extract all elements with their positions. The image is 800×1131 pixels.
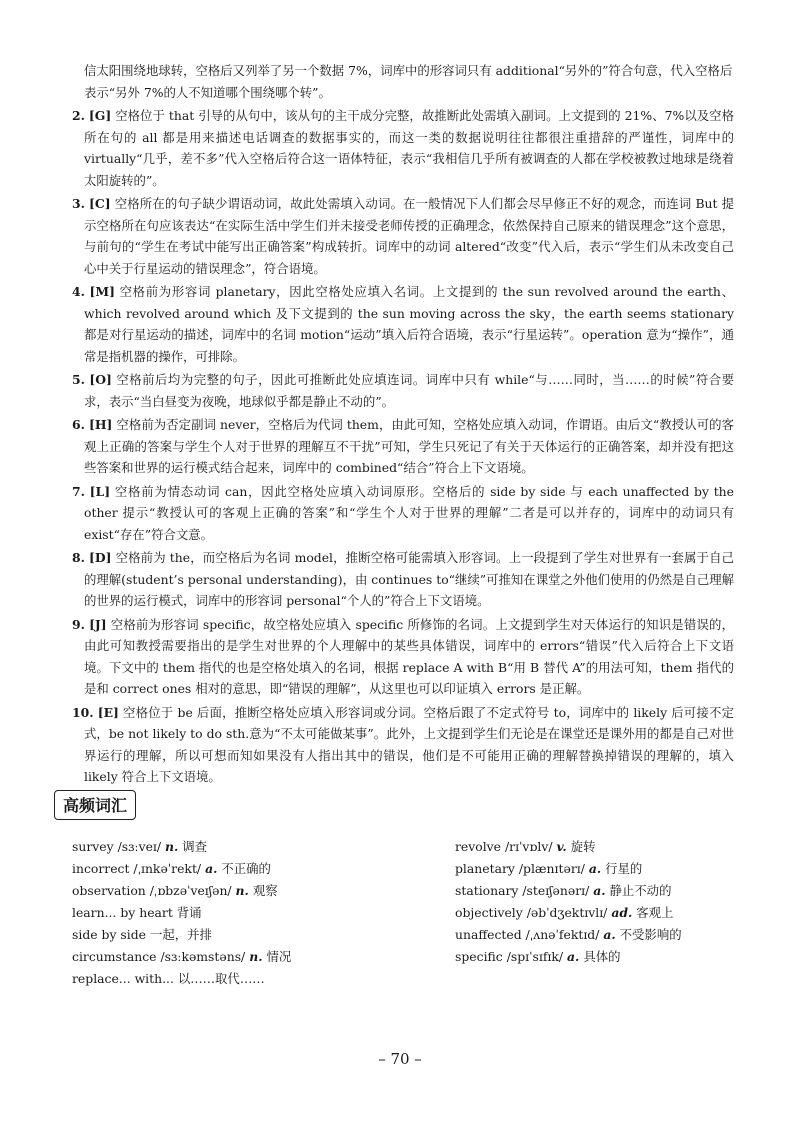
item-number: 4. xyxy=(72,284,85,299)
vocab-ipa: /əbˈdʒektɪvlɪ/ xyxy=(526,905,608,920)
answer-item xyxy=(72,481,734,546)
answer-key: [C] xyxy=(89,196,111,211)
vocab-pos: a. xyxy=(205,861,218,876)
vocab-ipa: /sɜːkəmstəns/ xyxy=(160,949,246,964)
vocab-entry xyxy=(455,902,755,924)
vocab-pos: a. xyxy=(588,861,602,876)
answer-key: [L] xyxy=(89,483,111,499)
item-number: 3. xyxy=(72,196,85,211)
item-number: 5. xyxy=(72,372,85,387)
vocab-meaning: 背诵 xyxy=(176,905,202,920)
vocab-word: incorrect xyxy=(72,861,130,876)
vocab-word: side by side xyxy=(72,927,146,942)
explanation-text: 空格位于 that 引导的从句中，该从句的主干成分完整，故推断此处需填入副词。上文提到的 21%、7%以及空格所在句的 all 都是用来描述电话调查的数据事实的，而这一类的数据说明往往都很注重措辞的严谨性，词库中的 virtually“几乎，差不多”代入空格后符合这一语体特征，表示“我相信几乎所有被调查的人都在学校被教过地球是绕着太阳旋转的”。 xyxy=(84,108,734,188)
answer-item xyxy=(72,547,734,612)
vocab-word: learn... by heart xyxy=(72,905,173,920)
explanation-text: 空格前为 the，而空格后为名词 model，推断空格可能需填入形容词。上一段提到了学生对世界有一套属于自己的理解(student’s personal understanding)，由 continues to“继续”可推知在课堂之外他们使用的仍然是自己理解的世界的运行模式，词库中的形容词 personal“个人的”符合上下文语境。 xyxy=(84,550,734,608)
item-number: 2. xyxy=(72,108,85,123)
explanation-text: 空格前为情态动词 can，因此空格处应填入动词原形。空格后的 side by side 与 each unaffected by the other 提示“教授认可的客观上正确的答案”和“学生个人对于世界的理解”二者是可以并存的，词库中的动词只有 exist“存在”符合文意。 xyxy=(84,483,734,542)
answer-key: [E] xyxy=(97,704,119,720)
vocab-ipa: /ˌɪnkəˈrekt/ xyxy=(133,861,202,876)
answer-key: [H] xyxy=(88,417,113,432)
vocab-meaning: 不受影响的 xyxy=(619,927,682,942)
vocab-pos: n. xyxy=(165,839,179,854)
vocab-entry xyxy=(72,836,442,858)
vocab-word: specific xyxy=(455,949,503,964)
answer-item xyxy=(72,193,734,279)
vocab-meaning: 调查 xyxy=(182,839,208,854)
page-number: – 70 – xyxy=(378,1050,422,1068)
vocab-pos: v. xyxy=(556,839,567,854)
vocab-meaning: 以……取代…… xyxy=(177,971,265,986)
vocab-entry xyxy=(455,836,755,858)
answer-item xyxy=(72,414,734,479)
vocab-meaning: 静止不动的 xyxy=(609,883,672,898)
vocab-word: stationary xyxy=(455,883,519,898)
vocab-entry xyxy=(455,946,755,968)
vocab-meaning: 情况 xyxy=(266,949,292,964)
vocab-ipa: /spɪˈsɪfɪk/ xyxy=(506,949,564,964)
vocab-ipa: /sɜːveɪ/ xyxy=(117,839,162,854)
vocab-word: planetary xyxy=(455,861,515,876)
vocab-meaning: 观察 xyxy=(252,883,278,898)
answer-key: [G] xyxy=(88,108,112,123)
answer-item xyxy=(72,702,734,788)
answer-item xyxy=(72,281,734,367)
vocab-pos: n. xyxy=(249,949,263,964)
answer-explanations xyxy=(72,60,734,790)
vocab-word: circumstance xyxy=(72,949,157,964)
vocab-ipa: /ˌɒbzəˈveɪʃən/ xyxy=(149,883,232,898)
answer-key: [D] xyxy=(89,550,112,565)
answer-item xyxy=(72,369,734,412)
explanation-text: 空格位于 be 后面，推断空格处应填入形容词或分词。空格后跟了不定式符号 to，词库中的 likely 后可接不定式，be not likely to do sth.意为“不太可能做某事”。此外，上文提到学生们无论是在课堂还是课外用的都是自己对世界运行的理解，所以可想而知如果没有人指出其中的错误，他们是不可能用正确的理解替换掉错误的理解的，填入 likely 符合上下文语境。 xyxy=(84,704,734,784)
answer-item xyxy=(72,105,734,191)
vocab-entry xyxy=(455,880,755,902)
vocab-entry xyxy=(72,946,442,968)
vocabulary-section-title: 高频词汇 xyxy=(54,790,136,820)
item-number: 10. xyxy=(72,704,94,720)
vocab-meaning: 行星的 xyxy=(605,861,643,876)
vocab-pos: n. xyxy=(235,883,249,898)
vocab-pos: a. xyxy=(603,927,616,942)
vocab-ipa: /plænɪtərɪ/ xyxy=(518,861,585,876)
vocab-meaning: 具体的 xyxy=(583,949,621,964)
explanation-text: 空格前后均为完整的句子，因此可推断此处应填连词。词库中只有 while“与……同时，当……的时候”符合要求，表示“当白昼变为夜晚，地球似乎都是静止不动的”。 xyxy=(84,372,734,409)
vocab-word: observation xyxy=(72,883,146,898)
vocab-entry xyxy=(455,858,755,880)
explanation-text: 空格所在的句子缺少谓语动词，故此处需填入动词。在一般情况下人们都会尽早修正不好的观念，而连词 But 提示空格所在句应该表达“在实际生活中学生们并未接受老师传授的正确理念，依然保持自己原来的错误理念”这个意思，与前句的“学生在考试中能写出正确答案”构成转折。词库中的动词 altered“改变”代入后，表示“学生们从未改变自己心中关于行星运动的错误理念”，符合语境。 xyxy=(84,196,734,276)
vocab-word: objectively xyxy=(455,905,523,920)
answer-item xyxy=(72,614,734,700)
vocab-meaning: 不正确的 xyxy=(221,861,271,876)
vocab-ipa: /steɪʃənərɪ/ xyxy=(522,883,590,898)
explanation-text: 空格前为形容词 specific，故空格处应填入 specific 所修饰的名词。上文提到学生对天体运行的知识是错误的，由此可知教授需要指出的是学生对世界的个人理解中的某些具体错误，词库中的 errors“错误”代入后符合上下文语境。下文中的 them 指代的也是空格处填入的名词，根据 replace A with B“用 B 替代 A”的用法可知，them 指代的是和 correct ones 相对的意思，即“错误的理解”，从这里也可以印证填入 errors 是正解。 xyxy=(84,616,734,696)
continued-explanation: 信太阳围绕地球转，空格后又列举了另一个数据 7%，词库中的形容词只有 additional“另外的”符合句意，代入空格后表示“另外 7%的人不知道哪个围绕哪个转”。 xyxy=(84,63,733,100)
vocab-entry xyxy=(72,858,442,880)
vocab-ipa: /ˌʌnəˈfektɪd/ xyxy=(525,927,600,942)
answer-key: [O] xyxy=(89,372,112,387)
vocab-entry xyxy=(72,924,442,946)
vocab-meaning: 旋转 xyxy=(570,839,596,854)
vocab-word: replace... with... xyxy=(72,971,174,986)
item-number: 8. xyxy=(72,550,85,565)
vocab-pos: a. xyxy=(567,949,580,964)
vocab-pos: ad. xyxy=(611,905,633,920)
vocab-entry xyxy=(455,924,755,946)
item-number: 6. xyxy=(72,417,85,432)
vocab-meaning: 客观上 xyxy=(636,905,674,920)
explanation-text: 空格前为否定副词 never，空格后为代词 them，由此可知，空格处应填入动词，作谓语。由后文“教授认可的客观上正确的答案与学生个人对于世界的理解互不干扰”可知，学生只死记了有关于天体运行的正确答案，却并没有把这些答案和世界的运行模式结合起来，词库中的 combined“结合”符合上下文语境。 xyxy=(84,417,734,475)
item-number: 9. xyxy=(72,616,85,632)
vocab-entry xyxy=(72,902,442,924)
vocabulary-left-column xyxy=(72,836,442,990)
vocab-entry xyxy=(72,880,442,902)
item-number: 7. xyxy=(72,483,85,499)
vocab-pos: a. xyxy=(593,883,606,898)
vocab-meaning: 一起，并排 xyxy=(149,927,212,942)
vocab-word: revolve xyxy=(455,839,502,854)
vocab-ipa: /rɪˈvɒlv/ xyxy=(504,839,553,854)
explanation-text: 空格前为形容词 planetary，因此空格处应填入名词。上文提到的 the sun revolved around the earth、which revolved around which 及下文提到的 the sun moving across the sky，the earth seems stationary 都是对行星运动的描述，词库中的名词 motion“运动”填入后符合语境，表示“行星运转”。operation 意为“操作”，通常是指机器的操作，可排除。 xyxy=(84,284,734,364)
answer-key: [M] xyxy=(89,284,115,299)
answer-key: [J] xyxy=(89,616,107,632)
vocab-word: survey xyxy=(72,839,114,854)
vocab-word: unaffected xyxy=(455,927,522,942)
vocabulary-right-column xyxy=(455,836,755,968)
vocab-entry xyxy=(72,968,442,990)
